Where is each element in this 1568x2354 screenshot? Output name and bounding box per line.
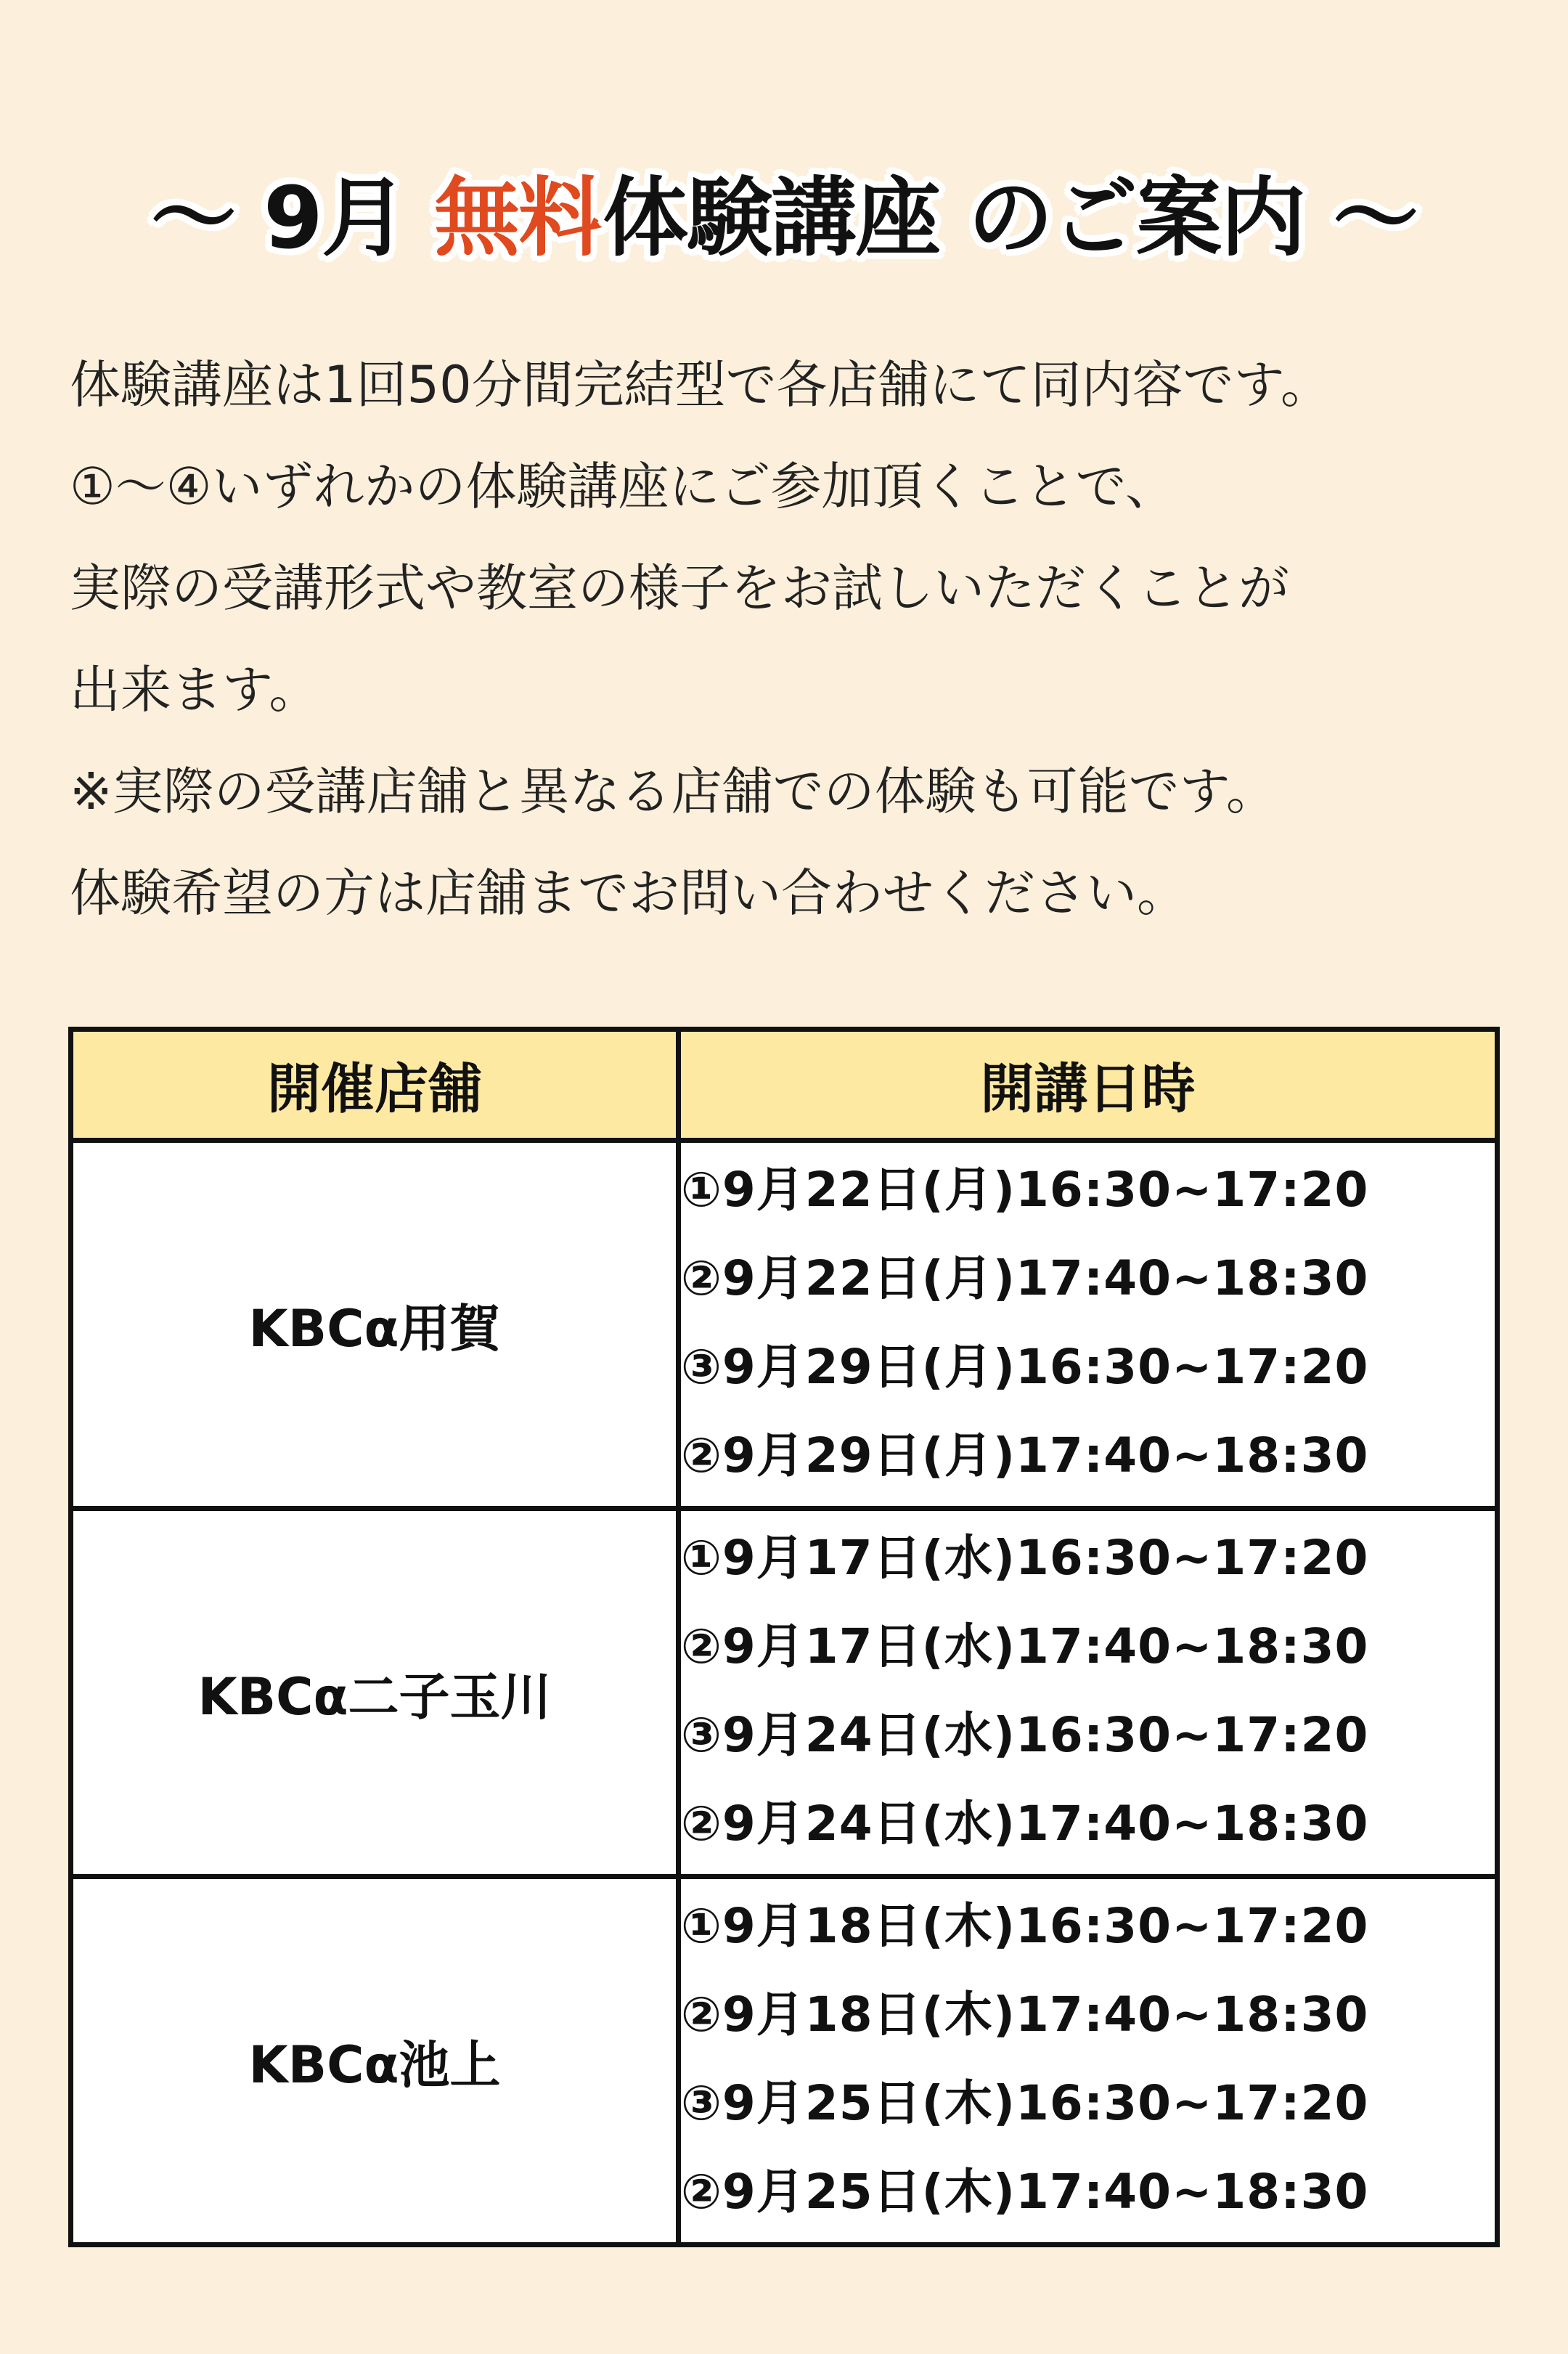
session-time: ③9月24日(水)16:30~17:20 — [681, 1707, 1369, 1763]
session-time: ②9月29日(月)17:40~18:30 — [681, 1428, 1369, 1483]
session-time: ②9月18日(木)17:40~18:30 — [681, 1987, 1369, 2043]
intro-line: ①〜④いずれかの体験講座にご参加頂くことで、 — [70, 457, 1177, 516]
session-time: ①9月22日(月)16:30~17:20 — [681, 1162, 1369, 1218]
session-time: ③9月29日(月)16:30~17:20 — [681, 1339, 1369, 1395]
intro-text — [70, 334, 1507, 944]
header-store: 開催店舗 — [71, 1030, 679, 1141]
table-header-row — [71, 1030, 1498, 1141]
intro-line: 出来ます。 — [70, 660, 320, 720]
store-name: KBCα用賀 — [71, 1141, 679, 1509]
store-name: KBCα二子玉川 — [71, 1509, 679, 1877]
page-title — [0, 145, 1568, 290]
session-time: ②9月22日(月)17:40~18:30 — [681, 1250, 1369, 1306]
title-suffix: 体験講座 のご案内 〜 — [603, 168, 1418, 268]
session-time: ②9月17日(水)17:40~18:30 — [681, 1618, 1369, 1674]
title-prefix: 〜 9月 — [150, 168, 435, 268]
intro-line: 体験講座は1回50分間完結型で各店舗にて同内容です。 — [70, 355, 1332, 415]
title-highlight: 無料 — [434, 168, 603, 268]
table-row — [71, 1877, 1498, 2245]
intro-line: 体験希望の方は店舗までお問い合わせください。 — [70, 863, 1188, 923]
session-times — [679, 1141, 1498, 1509]
session-time: ②9月25日(木)17:40~18:30 — [681, 2164, 1369, 2220]
session-time: ②9月24日(水)17:40~18:30 — [681, 1796, 1369, 1852]
session-times — [679, 1877, 1498, 2245]
store-name: KBCα池上 — [71, 1877, 679, 2245]
intro-line: ※実際の受講店舗と異なる店舗での体験も可能です。 — [70, 762, 1278, 821]
table-row — [71, 1141, 1498, 1509]
intro-line: 実際の受講形式や教室の様子をお試しいただくことが — [70, 558, 1289, 618]
session-times — [679, 1509, 1498, 1877]
header-datetime: 開講日時 — [679, 1030, 1498, 1141]
session-time: ①9月17日(水)16:30~17:20 — [681, 1530, 1369, 1586]
session-time: ①9月18日(木)16:30~17:20 — [681, 1898, 1369, 1954]
session-time: ③9月25日(木)16:30~17:20 — [681, 2075, 1369, 2131]
table-row — [71, 1509, 1498, 1877]
schedule-table — [68, 1027, 1500, 2247]
